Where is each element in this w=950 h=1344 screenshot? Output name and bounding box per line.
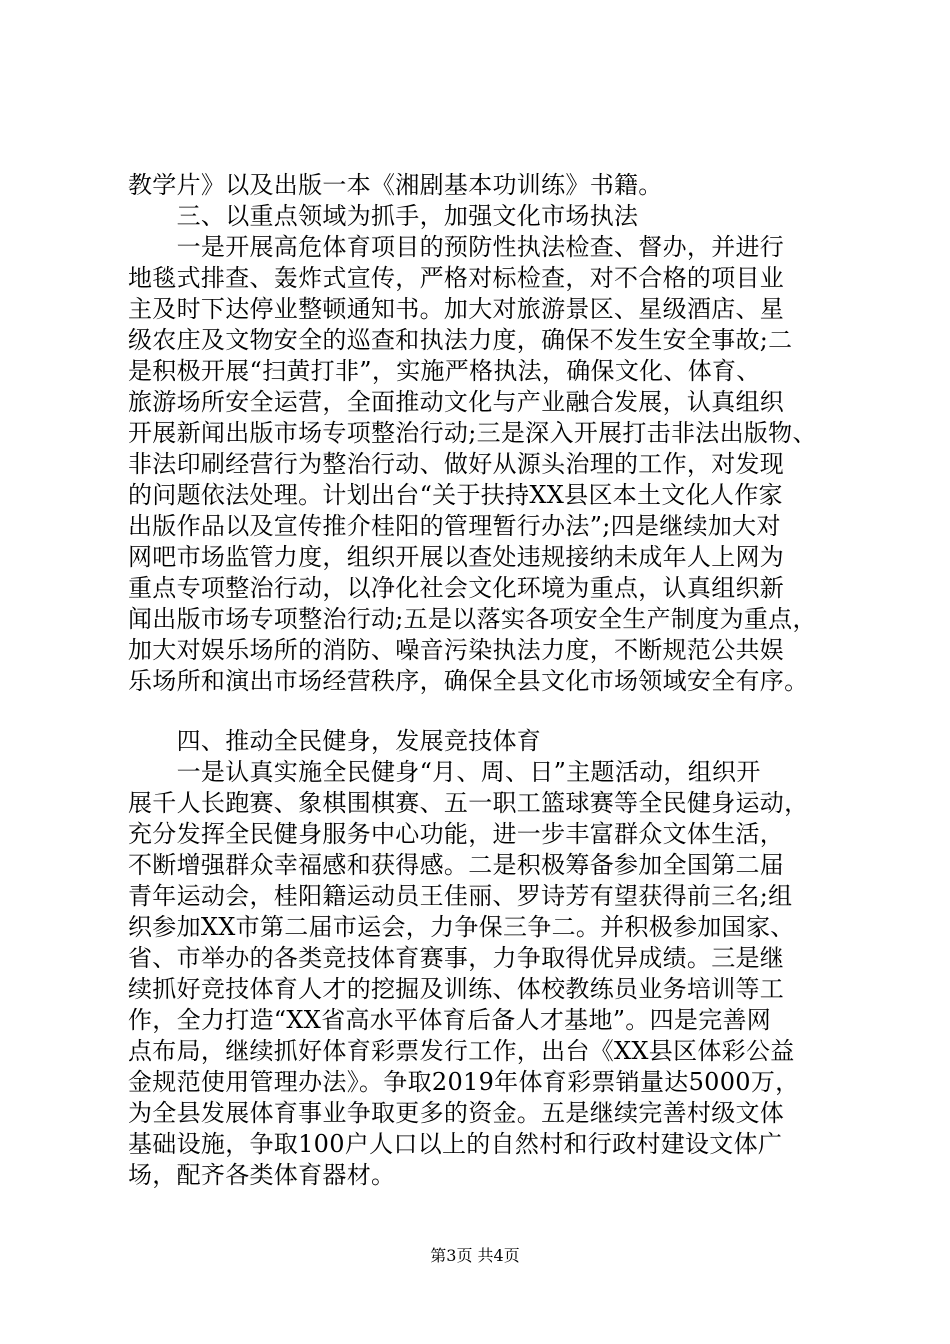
text-line: 加大对娱乐场所的消防、噪音污染执法力度，不断规范公共娱 (128, 636, 785, 664)
text-line: 织参加XX市第二届市运会，力争保三争二。并积极参加国家、 (128, 913, 795, 941)
text-line: 出版作品以及宣传推介桂阳的管理暂行办法”;四是继续加大对 (128, 512, 781, 540)
text-line: 省、市举办的各类竞技体育赛事，力争取得优异成绩。三是继 (128, 944, 785, 972)
text-line: 一是开展高危体育项目的预防性执法检查、督办，并进行 (128, 233, 785, 261)
text-line: 网吧市场监管力度，组织开展以查处违规接纳未成年人上网为 (128, 543, 785, 571)
text-line: 级农庄及文物安全的巡查和执法力度，确保不发生安全事故;二 (128, 326, 793, 354)
text-line: 闻出版市场专项整治行动;五是以落实各项安全生产制度为重点， (128, 605, 817, 633)
text-line: 续抓好竞技体育人才的挖掘及训练、体校教练员业务培训等工 (128, 975, 785, 1003)
text-line: 展千人长跑赛、象棋围棋赛、五一职工篮球赛等全民健身运动， (128, 789, 809, 817)
text-line: 主及时下达停业整顿通知书。加大对旅游景区、星级酒店、星 (128, 295, 785, 323)
text-line: 不断增强群众幸福感和获得感。二是积极筹备参加全国第二届 (128, 851, 785, 879)
body-text-lower (128, 726, 828, 1191)
text-line: 重点专项整治行动，以净化社会文化环境为重点，认真组织新 (128, 574, 785, 602)
text-line: 的问题依法处理。计划出台“关于扶持XX县区本土文化人作家 (128, 481, 783, 509)
body-text-upper (128, 170, 828, 697)
text-line: 地毯式排查、轰炸式宣传，严格对标检查，对不合格的项目业 (128, 264, 785, 292)
text-line: 开展新闻出版市场专项整治行动;三是深入开展打击非法出版物、 (128, 419, 817, 447)
text-line: 一是认真实施全民健身“月、周、日”主题活动，组织开 (128, 758, 761, 786)
page-number-footer: 第3页 共4页 (430, 1246, 520, 1265)
text-line: 非法印刷经营行为整治行动、做好从源头治理的工作，对发现 (128, 450, 785, 478)
text-line: 基础设施，争取100户人口以上的自然村和行政村建设文体广 (128, 1130, 783, 1158)
text-line: 点布局，继续抓好体育彩票发行工作，出台《XX县区体彩公益 (128, 1037, 795, 1065)
text-line: 是积极开展“扫黄打非”，实施严格执法，确保文化、体育、 (128, 357, 761, 385)
text-line: 青年运动会，桂阳籍运动员王佳丽、罗诗芳有望获得前三名;组 (128, 882, 793, 910)
text-line: 场，配齐各类体育器材。 (128, 1161, 396, 1189)
text-line: 作，全力打造“XX省高水平体育后备人才基地”。四是完善网 (128, 1006, 772, 1034)
text-line: 充分发挥全民健身服务中心功能，进一步丰富群众文体生活， (128, 820, 785, 848)
text-line: 为全县发展体育事业争取更多的资金。五是继续完善村级文体 (128, 1099, 785, 1127)
text-line: 教学片》以及出版一本《湘剧基本功训练》书籍。 (128, 171, 663, 199)
section-heading-4: 四、推动全民健身，发展竞技体育 (128, 727, 542, 755)
section-heading-3: 三、以重点领域为抓手，加强文化市场执法 (128, 202, 639, 230)
text-line: 金规范使用管理办法》。争取2019年体育彩票销量达5000万， (128, 1068, 800, 1096)
text-line: 旅游场所安全运营，全面推动文化与产业融合发展，认真组织 (128, 388, 785, 416)
text-line: 乐场所和演出市场经营秩序，确保全县文化市场领域安全有序。 (128, 667, 809, 695)
